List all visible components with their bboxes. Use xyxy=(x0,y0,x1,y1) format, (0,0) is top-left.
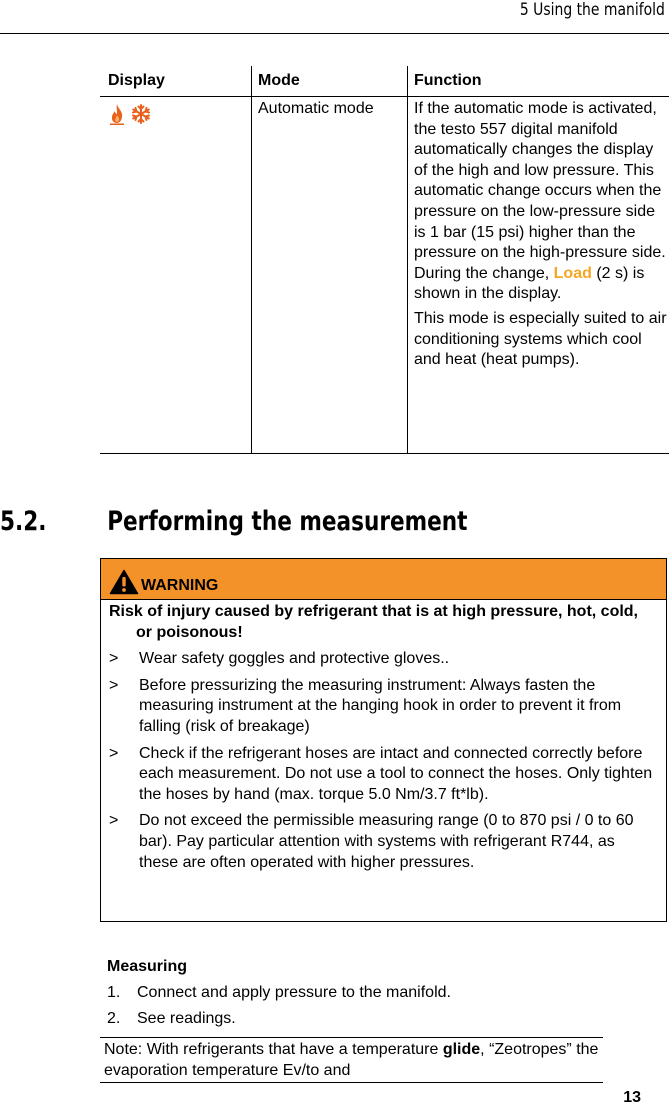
table-row xyxy=(100,97,669,454)
mode-cell: Automatic mode xyxy=(252,97,408,454)
function-paragraph-1 xyxy=(414,99,669,305)
header-mode: Mode xyxy=(252,66,408,97)
function-cell xyxy=(408,97,669,454)
bullet-text: Check if the refrigerant hoses are intact and connected correctly before each measurement. Do not use a tool to connect the hoses. Only tighten the hoses by hand (max. torque 5.0 Nm/3.7 ft*lb). xyxy=(139,744,653,803)
note-text-after: , “Zeotropes” the evaporation temperature Ev/to and xyxy=(104,1041,599,1079)
warning-triangle-icon xyxy=(109,569,139,595)
bullet-mark: > xyxy=(109,650,119,668)
function-text-before: If the automatic mode is activated, the testo 557 digital manifold automatically changes the display of the high and low pressure. This automatic change occurs when the pressure on the low-pressure side is 1 bar (15 psi) higher than the pressure on the high-pressure side. During the change, xyxy=(414,100,666,282)
list-item xyxy=(107,983,451,1004)
list-item xyxy=(109,676,658,738)
step-number: 1. xyxy=(107,984,121,1001)
bullet-text: Wear safety goggles and protective gloves.. xyxy=(139,650,450,668)
display-cell xyxy=(100,97,252,454)
note-bold: glide xyxy=(442,1041,481,1058)
function-paragraph-2: This mode is especially suited to air conditioning systems which cool and heat (heat pumps). xyxy=(414,309,667,369)
load-highlight: Load xyxy=(553,264,592,282)
mode-table xyxy=(100,66,669,454)
warning-risk: Risk of injury caused by refrigerant that is at high pressure, hot, cold, or poisonous! xyxy=(109,603,638,641)
list-item xyxy=(107,1009,451,1030)
list-item xyxy=(109,649,658,670)
page-number: 13 xyxy=(623,1089,641,1106)
warning-label: WARNING xyxy=(141,577,219,594)
measuring-title: Measuring xyxy=(107,958,188,975)
display-icons xyxy=(108,103,152,132)
snowflake-icon xyxy=(130,103,152,125)
bullet-text: Do not exceed the permissible measuring range (0 to 870 psi / 0 to 60 bar). Pay particular attention with systems with refrigerant R744, as these are often operated with higher pressures. xyxy=(139,812,634,871)
step-text: Connect and apply pressure to the manifold. xyxy=(137,984,451,1001)
flame-icon xyxy=(108,103,126,125)
header-rule xyxy=(0,33,669,34)
bullet-mark: > xyxy=(109,676,119,694)
list-item xyxy=(109,744,658,806)
warning-box xyxy=(100,558,667,922)
section-heading xyxy=(0,506,468,537)
bullet-mark: > xyxy=(109,744,119,762)
note-rule-bottom xyxy=(100,1082,603,1083)
section-number: 5.2. xyxy=(0,506,47,537)
note-text-before: Note: With refrigerants that have a temperature xyxy=(104,1041,443,1058)
note-rule-top xyxy=(100,1037,603,1038)
section-title: Performing the measurement xyxy=(107,506,468,537)
step-number: 2. xyxy=(107,1009,121,1027)
warning-header xyxy=(101,559,666,600)
header-function: Function xyxy=(408,66,669,97)
table-header-row xyxy=(100,66,669,97)
step-text: See readings. xyxy=(137,1009,236,1027)
function-text-after: (2 s) is shown in the display. xyxy=(414,264,645,303)
warning-body xyxy=(101,600,666,873)
header-display: Display xyxy=(100,66,252,97)
note xyxy=(104,1040,604,1081)
list-item xyxy=(109,811,658,873)
bullet-mark: > xyxy=(109,812,119,830)
measuring-steps xyxy=(107,983,451,1034)
bullet-text: Before pressurizing the measuring instrument: Always fasten the measuring instrument at the hanging hook in order to prevent it from falling (risk of breakage) xyxy=(139,676,622,735)
page-header: 5 Using the manifold xyxy=(519,0,665,20)
